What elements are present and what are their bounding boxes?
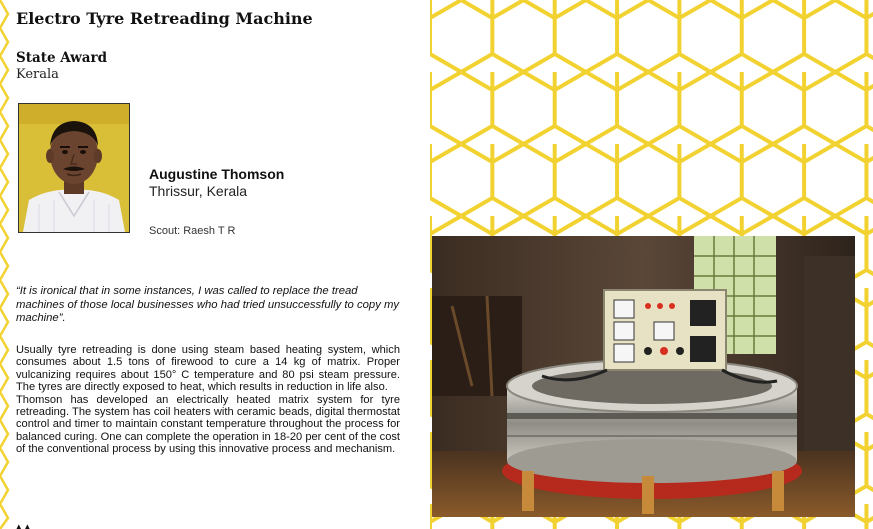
scout-credit: Scout: Raesh T R — [149, 225, 236, 237]
innovator-name: Augustine Thomson — [149, 166, 285, 182]
state-label: Kerala — [16, 67, 59, 82]
innovator-location: Thrissur, Kerala — [149, 183, 248, 199]
page-title: Electro Tyre Retreading Machine — [16, 9, 313, 28]
article-body — [16, 344, 400, 456]
innovator-portrait — [18, 103, 130, 233]
body-paragraph: Thomson has developed an electrically heated matrix system for tyre retreading. The system has coil heaters with ceramic beads, digital thermostat control and timer to maintain constant temperature throughout the process for balanced curing. One can complete the operation in 18-20 per cent of the cost of the conventional process by using this innovative process and mechanism. — [16, 393, 400, 456]
innovator-quote: “It is ironical that in some instances, I was called to replace the tread machines of those local businesses who had tried unsuccessfully to copy my machine”. — [16, 285, 400, 325]
body-paragraph: Usually tyre retreading is done using steam based heating system, which consumes about 1.5 tons of firewood to cure a 14 kg of matrix. Proper vulcanizing requires about 150° C temperature and 80 psi steam pressure. The tyres are directly exposed to heat, which results in reduction in life also. — [16, 344, 400, 394]
award-label: State Award — [16, 50, 108, 66]
next-section-cutoff: ▴ ▴ — [16, 521, 31, 529]
portrait-image — [19, 104, 129, 232]
machine-photograph — [432, 236, 855, 517]
retreading-machine-image — [432, 236, 855, 517]
article-column — [0, 0, 430, 529]
